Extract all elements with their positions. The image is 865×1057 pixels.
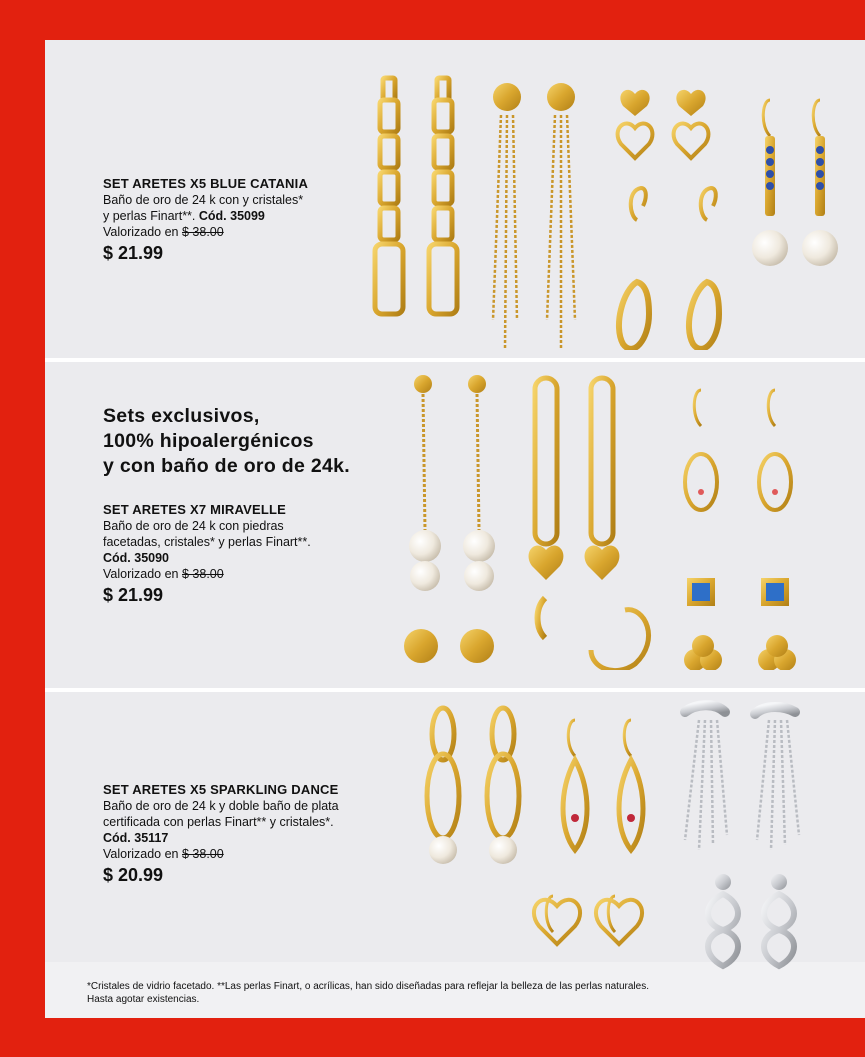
valued-label: Valorizado en: [103, 847, 182, 861]
description-line: facetadas, cristales* y perlas Finart**.: [103, 535, 311, 549]
product-code: Cód. 35099: [198, 209, 265, 223]
earrings-photo-miravelle: [395, 370, 835, 670]
product-info-sparkling-dance: [103, 782, 363, 885]
product-description: [103, 192, 363, 224]
product-info-miravelle: [103, 502, 363, 605]
description-line: certificada con perlas Finart** y cristales*.: [103, 815, 334, 829]
description-line: Baño de oro de 24 k y doble baño de plata: [103, 799, 339, 813]
blue-square-studs-icon: [687, 578, 789, 606]
pearl-icon: [489, 836, 517, 864]
valued-label: Valorizado en: [103, 567, 182, 581]
pearl-icon: [429, 836, 457, 864]
long-bar-heart-earrings-icon: [535, 378, 613, 544]
infinity-earrings-icon: [708, 874, 794, 966]
blue-crystal-pearl-earrings-icon: [752, 100, 838, 266]
headline: [103, 404, 403, 479]
description-line: Baño de oro de 24 k con piedras: [103, 519, 284, 533]
hoop-earrings-icon: [538, 598, 649, 670]
flower-studs-icon: [684, 635, 796, 670]
old-price: $ 38.00: [182, 225, 224, 239]
heart-charm-icon: [529, 545, 620, 580]
tassel-chain-earrings-icon: [493, 83, 575, 350]
footnote-line: Hasta agotar existencias.: [87, 994, 200, 1005]
double-oval-pearl-earrings-icon: [427, 708, 519, 838]
faceted-ball-studs-icon: [404, 629, 494, 663]
chain-link-earrings-icon: [375, 78, 457, 314]
description-line: Baño de oro de 24 k con y cristales*: [103, 193, 304, 207]
headline-line: 100% hipoalergénicos: [103, 430, 314, 452]
product-price: $ 21.99: [103, 243, 164, 263]
footnote: [87, 980, 807, 1006]
valued-price: [103, 846, 363, 862]
product-description: [103, 518, 363, 566]
product-price: $ 20.99: [103, 865, 164, 885]
valued-price: [103, 224, 363, 240]
earrings-photo-sparkling-dance: [415, 700, 835, 970]
product-code: Cód. 35090: [103, 551, 170, 565]
valued-label: Valorizado en: [103, 225, 182, 239]
old-price: $ 38.00: [182, 567, 224, 581]
open-heart-earrings-icon: [534, 896, 642, 944]
oval-drop-earrings-icon: [685, 390, 791, 510]
heart-earrings-icon: [618, 90, 709, 158]
pearl-chain-earrings-icon: [409, 375, 495, 591]
headline-line: Sets exclusivos,: [103, 405, 260, 427]
footnote-line: *Cristales de vidrio facetado. **Las perlas Finart, o acrílicas, han sido diseñadas para reflejar la belleza de las perlas naturales.: [87, 981, 649, 992]
product-info-blue-catania: [103, 176, 363, 263]
catalog-page: [45, 40, 865, 1018]
product-title: SET ARETES X5 SPARKLING DANCE: [103, 782, 339, 797]
valued-price: [103, 566, 363, 582]
product-price: $ 21.99: [103, 585, 164, 605]
product-title: SET ARETES X7 MIRAVELLE: [103, 502, 287, 517]
product-code: Cód. 35117: [103, 831, 169, 845]
description-line: y perlas Finart**.: [103, 209, 199, 223]
headline-line: y con baño de oro de 24k.: [103, 455, 350, 477]
old-price: $ 38.00: [182, 847, 224, 861]
organic-hoop-earrings-icon: [619, 188, 719, 349]
earrings-photo-blue-catania: [365, 70, 845, 350]
product-description: [103, 798, 363, 846]
silver-tassel-earrings-icon: [685, 705, 799, 850]
product-title: SET ARETES X5 BLUE CATANIA: [103, 176, 309, 191]
crystal-oval-earrings-icon: [563, 720, 643, 850]
